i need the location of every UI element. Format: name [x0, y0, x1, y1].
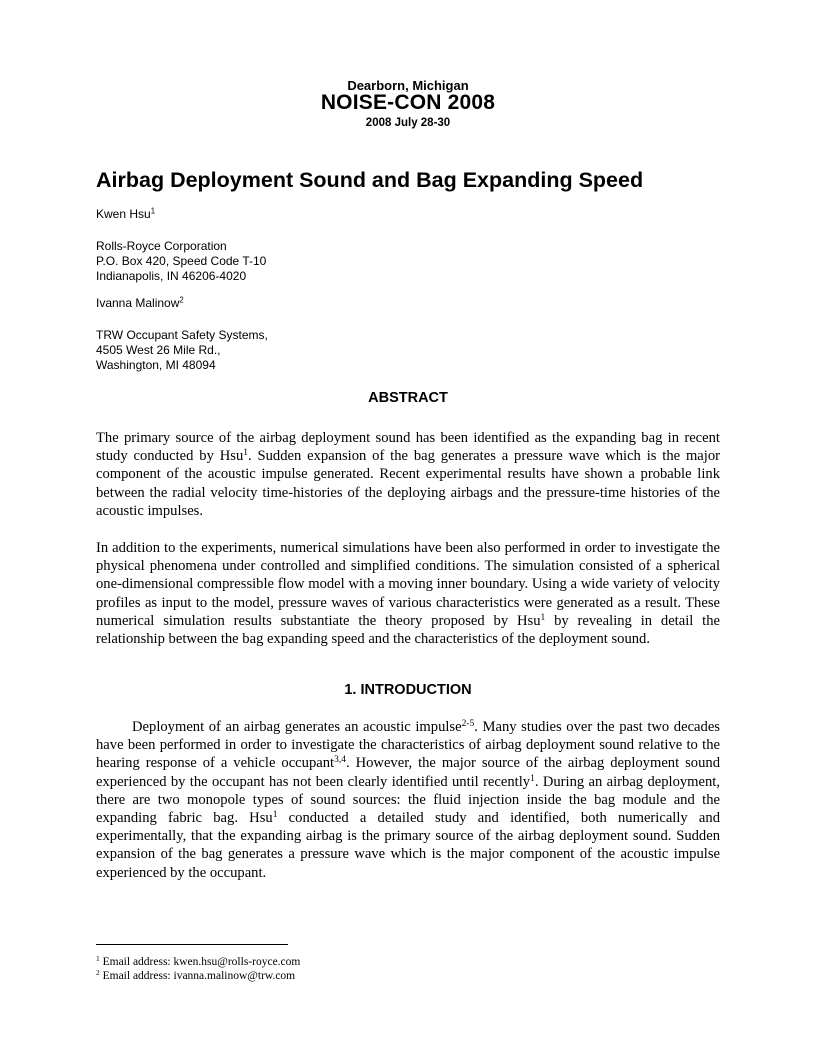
affiliation-line: Washington, MI 48094 [96, 358, 216, 372]
text-run: . However, the major source of the airbag deployment sound experienced by the occupant has not been clearly identified until recently [96, 755, 720, 790]
footnote-text: Email address: ivanna.malinow@trw.com [99, 970, 296, 982]
abstract-heading: ABSTRACT [368, 390, 448, 406]
affiliation-line: TRW Occupant Safety Systems, [96, 328, 268, 342]
affiliation-line: Rolls-Royce Corporation [96, 239, 227, 253]
text-run: The primary source of the airbag deployment sound has been identified as the expanding bag in recent study conducted by Hsu [96, 430, 720, 465]
footnote [96, 969, 295, 983]
text-run: In addition to the experiments, numerical simulations have been also performed in order to investigate the physical phenomena under controlled and simplified conditions. The simulation consisted of a spherical one-dimensional compressible flow model with a moving inner boundary. Using a wide variety of velocity profiles as input to the model, pressure waves of various characteristics were generated as a result. These numerical simulation results substantiate the theory proposed by Hsu [96, 540, 720, 629]
author-affiliation [96, 239, 266, 284]
citation-mark: 1 [530, 773, 535, 784]
introduction-paragraph [96, 718, 720, 882]
citation-mark: 1 [272, 809, 278, 820]
citation-mark: 2-5 [461, 718, 475, 729]
author-name-text: Ivanna Malinow [96, 296, 180, 310]
text-run: . During an airbag deployment, there are two monopole types of sound sources: the fluid injection inside the bag module and the expanding fabric bag. Hsu [96, 773, 720, 827]
conference-dates: 2008 July 28-30 [365, 117, 451, 129]
text-run: conducted a detailed study and identified, both numerically and experimentally, that the expanding airbag is the primary source of the airbag deployment sound. Sudden expansion of the bag generates a pressure wave which is the major component of the acoustic impulse experienced by the occupant. [96, 810, 720, 881]
citation-mark: 1 [243, 447, 249, 458]
conference-name: NOISE-CON 2008 [320, 91, 496, 114]
conference-location: Dearborn, Michigan [347, 78, 469, 93]
author-affiliation [96, 328, 268, 373]
author-name [96, 296, 184, 311]
affiliation-line: Indianapolis, IN 46206-4020 [96, 269, 247, 283]
text-run: by revealing in detail the relationship between the bag expanding speed and the characteristics of the deployment sound. [96, 612, 720, 648]
author-name-text: Kwen Hsu [96, 207, 151, 221]
author-name [96, 207, 155, 222]
footnote-text: Email address: kwen.hsu@rolls-royce.com [99, 956, 301, 968]
abstract-paragraph [96, 539, 720, 648]
citation-mark: 3,4 [334, 755, 346, 766]
footnote-mark: 1 [96, 953, 100, 963]
footnote [96, 955, 300, 969]
author-footnote-mark: 1 [150, 206, 156, 216]
affiliation-line: P.O. Box 420, Speed Code T-10 [96, 254, 267, 268]
text-run: . Many studies over the past two decades have been performed in order to investigate the characteristics of airbag deployment sound relative to the hearing response of a vehicle occupant [96, 719, 720, 772]
text-run: . Sudden expansion of the bag generates a pressure wave which is the major component of the acoustic impulse generated. Recent experimental results have shown a probable link between the radial velocity time-histories of the deploying airbags and the pressure-time histories of the acoustic impulses. [96, 448, 720, 519]
text-run: Deployment of an airbag generates an acoustic impulse [132, 719, 462, 735]
citation-mark: 1 [540, 612, 546, 623]
paper-title: Airbag Deployment Sound and Bag Expanding Speed [96, 168, 644, 192]
affiliation-line: 4505 West 26 Mile Rd., [96, 343, 221, 357]
footnote-divider [96, 944, 288, 945]
section-heading: 1. INTRODUCTION [344, 682, 472, 698]
abstract-paragraph [96, 429, 720, 520]
footnote-mark: 2 [96, 967, 100, 977]
author-footnote-mark: 2 [179, 295, 184, 305]
